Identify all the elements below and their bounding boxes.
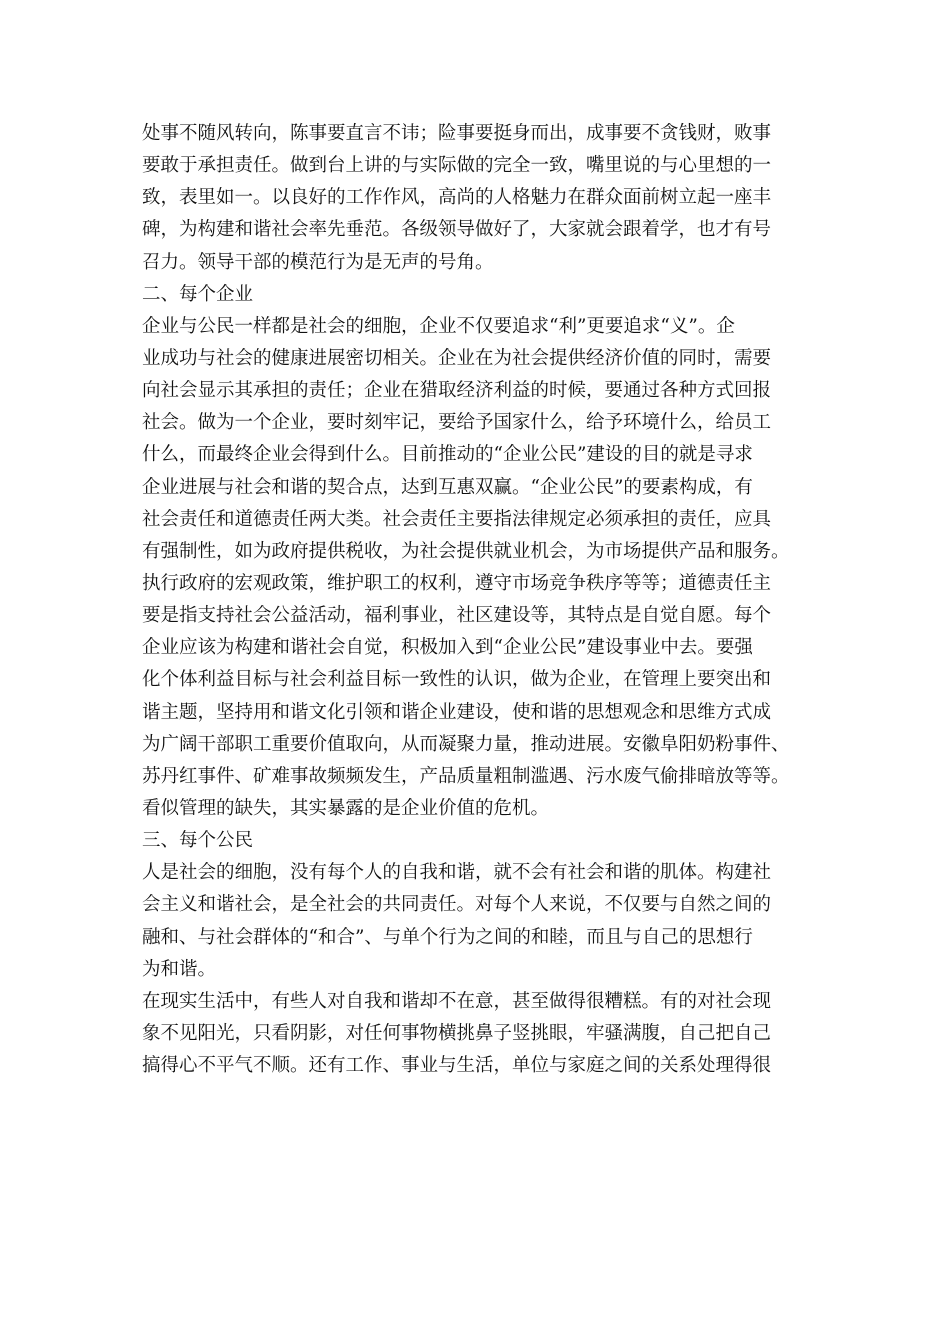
section-heading: 三、每个公民	[142, 830, 254, 852]
document-body	[142, 118, 822, 1082]
text-line: 企业进展与社会和谐的契合点，达到互惠双赢。“企业公民”的要素构成，有	[142, 476, 753, 498]
text-line: 会主义和谐社会，是全社会的共同责任。对每个人来说，不仅要与自然之间的	[142, 894, 772, 916]
text-line: 企业应该为构建和谐社会自觉，积极加入到“企业公民”建设事业中去。要强	[142, 637, 753, 659]
text-line: 有强制性，如为政府提供税收，为社会提供就业机会，为市场提供产品和服务。	[142, 540, 790, 562]
text-line: 社会责任和道德责任两大类。社会责任主要指法律规定必须承担的责任，应具	[142, 508, 772, 530]
text-line: 融和、与社会群体的“和合”、与单个行为之间的和睦，而且与自己的思想行	[142, 926, 753, 948]
section-heading: 二、每个企业	[142, 283, 254, 305]
text-line: 在现实生活中，有些人对自我和谐却不在意，甚至做得很糟糕。有的对社会现	[142, 990, 772, 1012]
text-line: 看似管理的缺失，其实暴露的是企业价值的危机。	[142, 797, 550, 819]
text-line: 象不见阳光，只看阴影，对任何事物横挑鼻子竖挑眼，牢骚满腹，自己把自己	[142, 1022, 772, 1044]
text-line: 为广阔干部职工重要价值取向，从而凝聚力量，推动进展。安徽阜阳奶粉事件、	[142, 733, 790, 755]
text-line: 碑，为构建和谐社会率先垂范。各级领导做好了，大家就会跟着学，也才有号	[142, 219, 772, 241]
text-line: 企业与公民一样都是社会的细胞，企业不仅要追求“利”更要追求“义”。企	[142, 315, 735, 337]
text-line: 苏丹红事件、矿难事故频频发生，产品质量粗制滥遇、污水废气偷排暗放等等。	[142, 765, 790, 787]
text-line: 业成功与社会的健康进展密切相关。企业在为社会提供经济价值的同时，需要	[142, 347, 772, 369]
text-line: 执行政府的宏观政策，维护职工的权利，遵守市场竞争秩序等等；道德责任主	[142, 572, 772, 594]
text-line: 什么，而最终企业会得到什么。目前推动的“企业公民”建设的目的就是寻求	[142, 444, 753, 466]
text-line: 处事不随风转向，陈事要直言不讳；险事要挺身而出，成事要不贪钱财，败事	[142, 123, 772, 144]
text-line: 召力。领导干部的模范行为是无声的号角。	[142, 251, 494, 273]
text-line: 要敢于承担责任。做到台上讲的与实际做的完全一致，嘴里说的与心里想的一	[142, 155, 772, 177]
text-line: 谐主题，坚持用和谐文化引领和谐企业建设，使和谐的思想观念和思维方式成	[142, 701, 772, 723]
text-line: 搞得心不平气不顺。还有工作、事业与生活，单位与家庭之间的关系处理得很	[142, 1055, 772, 1077]
text-line: 致，表里如一。以良好的工作作风，高尚的人格魅力在群众面前树立起一座丰	[142, 187, 772, 209]
text-line: 向社会显示其承担的责任；企业在猎取经济利益的时候，要通过各种方式回报	[142, 380, 772, 402]
text-line: 社会。做为一个企业，要时刻牢记，要给予国家什么，给予环境什么，给员工	[142, 412, 772, 434]
text-line: 化个体利益目标与社会利益目标一致性的认识，做为企业，在管理上要突出和	[142, 669, 772, 691]
text-line: 为和谐。	[142, 958, 217, 980]
text-line: 人是社会的细胞，没有每个人的自我和谐，就不会有社会和谐的肌体。构建社	[142, 862, 772, 884]
text-line: 要是指支持社会公益活动，福利事业，社区建设等，其特点是自觉自愿。每个	[142, 605, 772, 627]
